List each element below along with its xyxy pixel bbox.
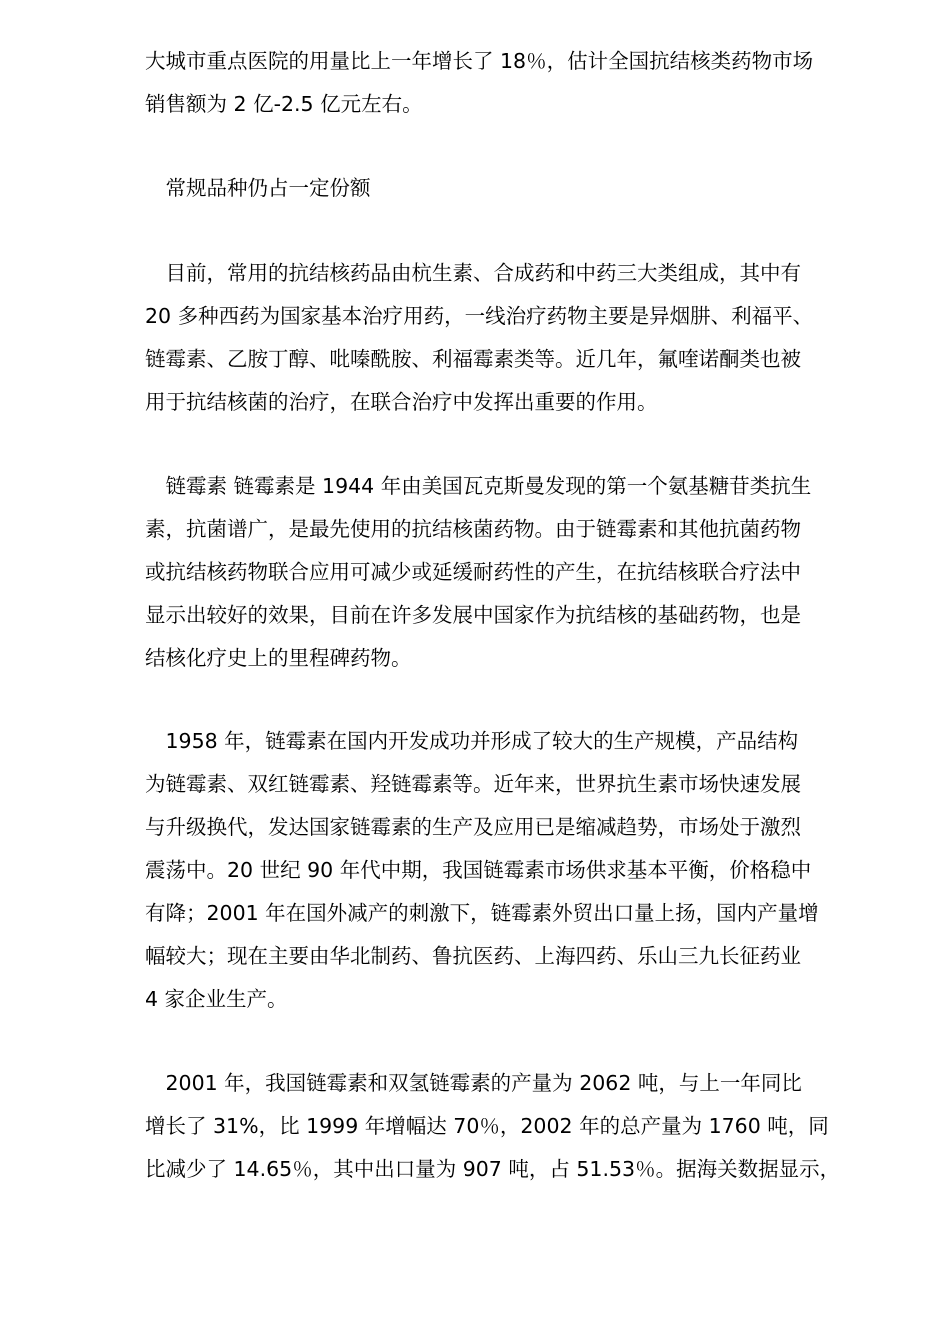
text-line: 大城市重点医院的用量比上一年增长了 18％，估计全国抗结核类药物市场 — [145, 49, 814, 73]
text-line: 为链霉素、双红链霉素、羟链霉素等。近年来，世界抗生素市场快速发展 — [145, 772, 801, 796]
paragraph-common-drugs — [145, 252, 905, 424]
paragraph-streptomycin-intro — [145, 465, 905, 680]
text-line: 4 家企业生产。 — [145, 987, 288, 1011]
text-line: 目前，常用的抗结核药品由杭生素、合成药和中药三大类组成，其中有 — [145, 261, 801, 285]
text-line: 有降；2001 年在国外减产的刺激下，链霉素外贸出口量上扬，国内产量增 — [145, 901, 819, 925]
text-line: 或抗结核药物联合应用可减少或延缓耐药性的产生，在抗结核联合疗法中 — [145, 560, 801, 584]
text-line: 素，抗菌谱广，是最先使用的抗结核菌药物。由于链霉素和其他抗菌药物 — [145, 517, 801, 541]
text-line: 增长了 31%，比 1999 年增幅达 70％，2002 年的总产量为 1760 吨，同 — [145, 1114, 829, 1138]
text-line: 比减少了 14.65％，其中出口量为 907 吨，占 51.53％。据海关数据显示， — [145, 1157, 841, 1181]
text-line: 用于抗结核菌的治疗，在联合治疗中发挥出重要的作用。 — [145, 390, 658, 414]
text-line: 1958 年，链霉素在国内开发成功并形成了较大的生产规模，产品结构 — [145, 729, 799, 753]
paragraph-domestic-development — [145, 720, 905, 1021]
text-line: 与升级换代，发达国家链霉素的生产及应用已是缩减趋势，市场处于激烈 — [145, 815, 801, 839]
paragraph-production-stats — [145, 1062, 905, 1191]
text-line: 幅较大；现在主要由华北制药、鲁抗医药、上海四药、乐山三九长征药业 — [145, 944, 801, 968]
section-heading — [145, 167, 905, 210]
section-heading-text: 常规品种仍占一定份额 — [145, 176, 371, 200]
text-line: 2001 年，我国链霉素和双氢链霉素的产量为 2062 吨，与上一年同比 — [145, 1071, 802, 1095]
paragraph-market-intro — [145, 40, 905, 126]
text-line: 销售额为 2 亿-2.5 亿元左右。 — [145, 92, 423, 116]
text-line: 显示出较好的效果，目前在许多发展中国家作为抗结核的基础药物，也是 — [145, 603, 801, 627]
text-line: 链霉素 链霉素是 1944 年由美国瓦克斯曼发现的第一个氨基糖苷类抗生 — [145, 474, 812, 498]
text-line: 结核化疗史上的里程碑药物。 — [145, 646, 412, 670]
text-line: 震荡中。20 世纪 90 年代中期，我国链霉素市场供求基本平衡，价格稳中 — [145, 858, 812, 882]
text-line: 链霉素、乙胺丁醇、吡嗪酰胺、利福霉素类等。近几年，氟喹诺酮类也被 — [145, 347, 801, 371]
text-line: 20 多种西药为国家基本治疗用药，一线治疗药物主要是异烟肼、利福平、 — [145, 304, 814, 328]
